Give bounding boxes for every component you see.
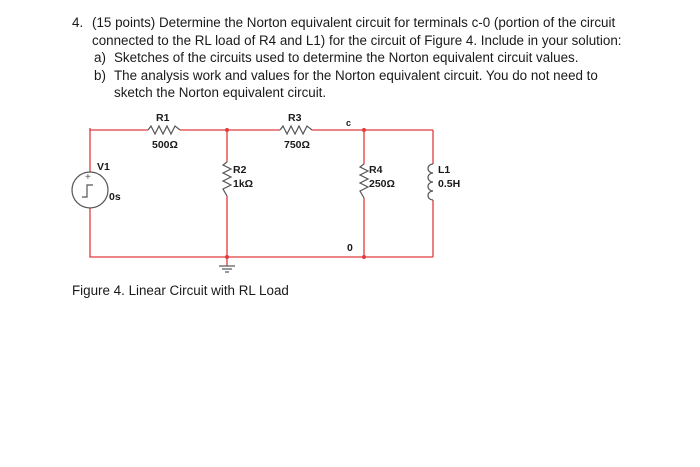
r3-name: R3	[288, 112, 302, 124]
junction-dot	[362, 255, 366, 259]
resistor-r4	[360, 164, 395, 198]
r2-name: R2	[233, 164, 247, 176]
node-0-label: 0	[347, 242, 353, 254]
resistor-r1	[148, 112, 180, 151]
r1-value: 500Ω	[152, 139, 178, 151]
inductor-l1	[428, 164, 460, 200]
sub-item-a: a) Sketches of the circuits used to determine the Norton equivalent circuit values.	[94, 50, 579, 66]
r2-value: 1kΩ	[233, 178, 254, 190]
l1-value: 0.5H	[438, 178, 461, 190]
sub-item-b-continuation: sketch the Norton equivalent circuit.	[114, 85, 327, 101]
voltage-source-v1	[72, 161, 121, 208]
r1-name: R1	[156, 112, 170, 124]
r4-name: R4	[369, 164, 383, 176]
node-c-label: c	[346, 118, 352, 128]
v1-delay: 0s	[109, 191, 121, 203]
resistor-r2	[223, 162, 253, 196]
sub-item-b: b) The analysis work and values for the Norton equivalent circuit. You do not need to	[94, 67, 598, 83]
junction-dot	[225, 255, 229, 259]
l1-name: L1	[438, 164, 451, 176]
plus-icon: +	[85, 172, 91, 183]
figure-caption: Figure 4. Linear Circuit with RL Load	[72, 283, 289, 298]
v1-name: V1	[97, 161, 110, 173]
question-line-2: connected to the RL load of R4 and L1) for the circuit of Figure 4. Include in your solution:	[92, 32, 622, 48]
question-line-1: 4. (15 points) Determine the Norton equivalent circuit for terminals c-0 (portion of the circuit	[72, 15, 616, 30]
question-number: 4.	[72, 15, 84, 30]
resistor-r3	[280, 112, 312, 151]
junction-dot	[362, 128, 366, 132]
r4-value: 250Ω	[369, 178, 395, 190]
wires	[90, 128, 433, 266]
r3-value: 750Ω	[284, 139, 310, 151]
junction-dot	[225, 128, 229, 132]
ground-icon	[219, 266, 235, 272]
